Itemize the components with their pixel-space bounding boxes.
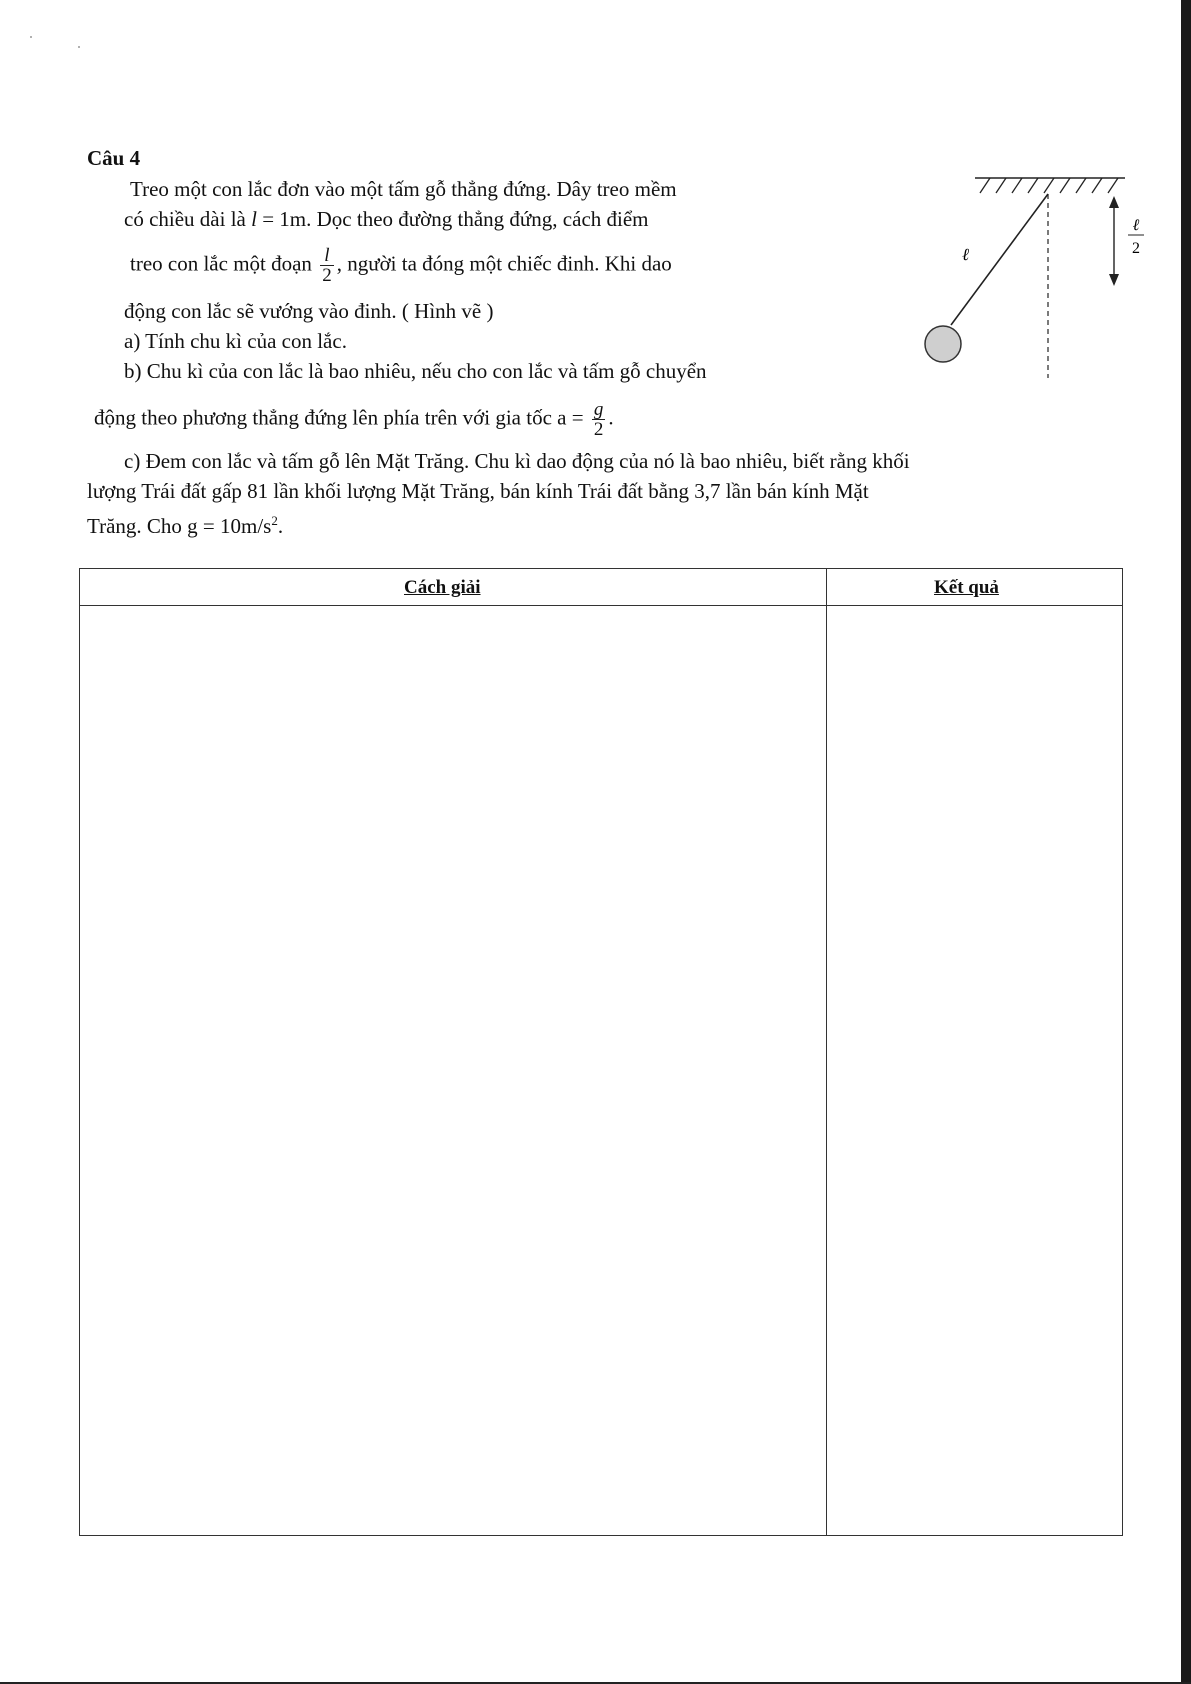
part-c-line-3-pre: Trăng. Cho g = 10m/s <box>87 514 272 538</box>
fraction-denominator: 2 <box>593 419 604 440</box>
column-divider <box>826 569 827 1535</box>
column-header-solution: Cách giải <box>404 577 481 598</box>
half-length-numerator: ℓ <box>1132 217 1140 234</box>
fraction-l-over-2 <box>320 246 334 285</box>
column-header-result: Kết quả <box>934 577 999 598</box>
scan-page-edge <box>1181 0 1191 1684</box>
exponent: 2 <box>271 513 278 528</box>
intro-line-2-post: = 1m. Dọc theo đường thẳng đứng, cách điểm <box>256 207 649 231</box>
part-c-line-3-post: . <box>277 514 284 538</box>
result-answer-area[interactable] <box>833 611 1115 1521</box>
fraction-denominator: 2 <box>322 265 332 286</box>
length-variable: l <box>251 207 257 231</box>
intro-line-2 <box>124 206 649 232</box>
fraction-numerator: l <box>324 245 330 266</box>
pendulum-figure <box>880 160 1150 390</box>
intro-line-1: Treo một con lắc đơn vào một tấm gỗ thẳng đứng. Dây treo mềm <box>130 177 677 201</box>
part-a: a) Tính chu kì của con lắc. <box>124 329 347 353</box>
part-b-line-2-post: . <box>608 405 614 430</box>
ceiling-support <box>975 178 1125 193</box>
fraction-numerator: g <box>593 399 604 420</box>
scan-speck <box>78 46 80 48</box>
intro-line-3-pre: treo con lắc một đoạn <box>130 251 312 276</box>
intro-line-4: động con lắc sẽ vướng vào đinh. ( Hình vẽ ) <box>124 299 494 323</box>
part-b-line-1: b) Chu kì của con lắc là bao nhiêu, nếu cho con lắc và tấm gỗ chuyển <box>124 359 707 383</box>
string-length-label: ℓ <box>962 245 970 264</box>
pendulum-bob <box>925 326 961 362</box>
fraction-g-over-2 <box>592 400 606 439</box>
part-c-line-1: c) Đem con lắc và tấm gỗ lên Mặt Trăng. Chu kì dao động của nó là bao nhiêu, biết rằng khối <box>124 449 910 473</box>
solution-answer-area[interactable] <box>86 611 820 1521</box>
part-b-line-2 <box>94 400 614 439</box>
half-length-denominator: 2 <box>1132 240 1140 257</box>
intro-line-3 <box>130 246 672 285</box>
half-length-arrow <box>1109 196 1119 286</box>
scan-speck <box>30 36 32 38</box>
intro-line-3-post: , người ta đóng một chiếc đinh. Khi dao <box>336 251 672 276</box>
answer-table <box>79 568 1123 1536</box>
part-c-line-3 <box>87 508 283 539</box>
question-heading: Câu 4 <box>87 146 141 170</box>
part-c-line-2: lượng Trái đất gấp 81 lần khối lượng Mặt Trăng, bán kính Trái đất bằng 3,7 lần bán kính Mặt <box>87 479 869 503</box>
intro-line-2-pre: có chiều dài là <box>124 207 252 231</box>
part-b-line-2-pre: động theo phương thẳng đứng lên phía trên với gia tốc a = <box>94 405 584 430</box>
